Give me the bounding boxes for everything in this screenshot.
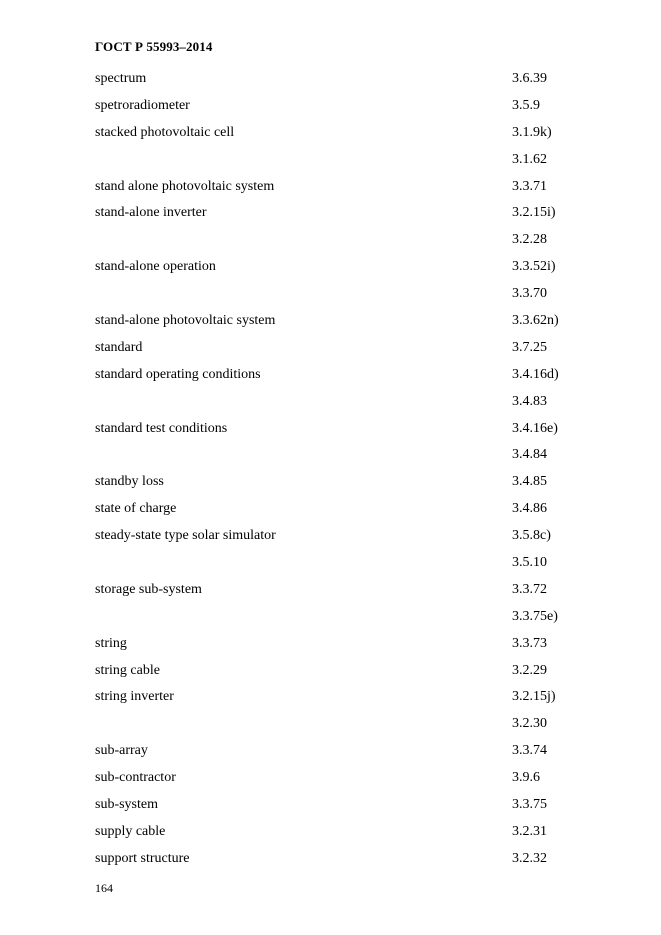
index-row	[95, 527, 575, 554]
index-row	[95, 285, 575, 312]
index-reference: 3.3.71	[512, 178, 547, 194]
index-term: string inverter	[95, 689, 174, 705]
index-reference: 3.2.15i)	[512, 205, 556, 221]
page-number: 164	[95, 881, 113, 895]
index-term: stand-alone photovoltaic system	[95, 313, 276, 329]
index-row	[95, 151, 575, 178]
index-row	[95, 554, 575, 581]
index-reference: 3.2.15j)	[512, 689, 556, 705]
index-row	[95, 70, 575, 97]
index-reference: 3.4.86	[512, 501, 547, 517]
index-row	[95, 204, 575, 231]
index-reference: 3.9.6	[512, 770, 540, 786]
index-row	[95, 473, 575, 500]
index-term: stand-alone inverter	[95, 205, 207, 221]
index-reference: 3.4.16d)	[512, 366, 559, 382]
index-term: steady-state type solar simulator	[95, 528, 276, 544]
index-row	[95, 635, 575, 662]
index-term: stand alone photovoltaic system	[95, 178, 275, 194]
index-row	[95, 662, 575, 689]
index-term: supply cable	[95, 823, 166, 839]
index-row	[95, 823, 575, 850]
index-row	[95, 715, 575, 742]
index-term: spectrum	[95, 71, 147, 86]
index-row	[95, 366, 575, 393]
index-reference: 3.5.9	[512, 97, 540, 113]
index-reference: 3.4.16e)	[512, 420, 558, 436]
index-term: standard operating conditions	[95, 366, 261, 382]
index-reference: 3.5.10	[512, 555, 547, 571]
index-row	[95, 97, 575, 124]
index-reference: 3.4.83	[512, 393, 547, 409]
index-row	[95, 446, 575, 473]
index-reference: 3.1.9k)	[512, 124, 552, 140]
index-reference: 3.2.32	[512, 850, 547, 866]
index-row	[95, 178, 575, 205]
index-term: standard test conditions	[95, 420, 228, 436]
index-row	[95, 312, 575, 339]
index-term: standby loss	[95, 474, 164, 490]
index-row	[95, 420, 575, 447]
index-row	[95, 742, 575, 769]
index-term: stand-alone operation	[95, 259, 216, 275]
index-term: spetroradiometer	[95, 97, 190, 113]
index-reference: 3.6.39	[512, 71, 547, 86]
index-row	[95, 339, 575, 366]
index-term: state of charge	[95, 501, 177, 517]
index-reference: 3.3.75e)	[512, 608, 558, 624]
index-row	[95, 850, 575, 877]
index-reference: 3.4.85	[512, 474, 547, 490]
index-reference: 3.3.52i)	[512, 259, 556, 275]
index-row	[95, 581, 575, 608]
index-row	[95, 258, 575, 285]
index-term: standard	[95, 339, 143, 355]
index-reference: 3.4.84	[512, 447, 547, 463]
index-reference: 3.3.70	[512, 286, 547, 302]
index-row	[95, 608, 575, 635]
index-row	[95, 688, 575, 715]
index-reference: 3.3.75	[512, 797, 547, 813]
index-reference: 3.1.62	[512, 151, 547, 167]
index-reference: 3.3.73	[512, 635, 547, 651]
index-reference: 3.3.62n)	[512, 313, 559, 329]
index-term: string cable	[95, 662, 160, 678]
index-row	[95, 393, 575, 420]
term-index-list	[95, 70, 575, 877]
index-reference: 3.5.8c)	[512, 528, 551, 544]
index-reference: 3.3.72	[512, 581, 547, 597]
index-reference: 3.2.29	[512, 662, 547, 678]
index-term: storage sub-system	[95, 581, 202, 597]
index-term: stacked photovoltaic cell	[95, 124, 235, 140]
index-term: sub-array	[95, 743, 148, 759]
index-reference: 3.2.30	[512, 716, 547, 732]
index-term: sub-contractor	[95, 770, 176, 786]
index-reference: 3.7.25	[512, 339, 547, 355]
index-term: support structure	[95, 850, 190, 866]
document-header: ГОСТ Р 55993–2014	[95, 39, 213, 54]
index-row	[95, 769, 575, 796]
index-row	[95, 796, 575, 823]
index-row	[95, 231, 575, 258]
index-reference: 3.2.28	[512, 232, 547, 248]
index-row	[95, 500, 575, 527]
index-reference: 3.2.31	[512, 823, 547, 839]
index-term: string	[95, 635, 127, 651]
index-reference: 3.3.74	[512, 743, 547, 759]
index-row	[95, 124, 575, 151]
index-term: sub-system	[95, 797, 158, 813]
